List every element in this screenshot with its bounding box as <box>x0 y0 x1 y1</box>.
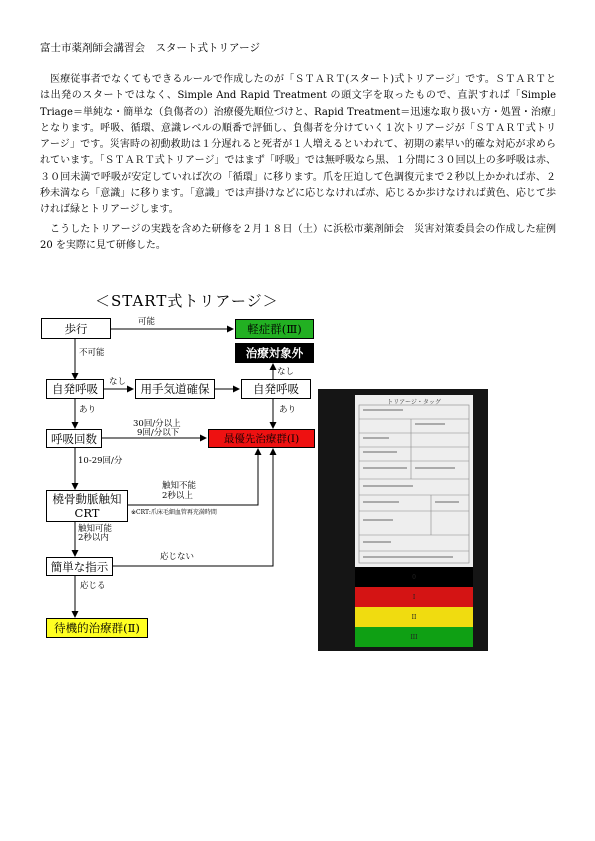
triage-tag-card <box>355 395 473 567</box>
box-walking-label: 歩行 <box>64 321 88 336</box>
box-spontaneous-breathing-2 <box>241 379 311 399</box>
label-pulse-present: 触知可能 <box>78 524 113 534</box>
box-not-treatment-target-label: 治療対象外 <box>245 346 304 360</box>
paragraph-training: こうしたトリアージの実践を含めた研修を２月１８日（土）に浜松市薬剤師会 災害対策委員会の作成した症例 20 を実際に見て研修した。 <box>40 224 556 252</box>
label-yes-breathing-2: あり <box>279 405 297 415</box>
paragraph-start-triage: 医療従事者でなくてもできるルールで作成したのが「ＳＴＡＲＴ(スタート)式トリアージ」です。ＳＴＡＲＴとは出発のスタートではなく、Simple And Rapid Treatment の頭文字を取ったもので、直訳すれば「Simple Triage＝単純な・簡単な（負傷者の）治療優先順位づけと、Rapid Treatment＝迅速な取り扱い方・処置・治療」となります。呼吸、循環、意識レベルの順番で評価し、負傷者を分けていく１次トリアージが「ＳＴＡＲＴ式トリアージ」です。災害時の初動救助は１分遅れると死者が１人増えるといわれて、初期の素早い的確な対応が求められています。「ＳＴＡＲＴ式トリアージ」ではまず「呼吸」では無呼吸なら黒、１分間に３０回以上の多呼吸は赤、３０回未満で呼吸が安定していれば次の「循環」に移ります。爪を圧迫して色調復元まで２秒以上かかれば赤、２秒未満なら「意識」に移ります。「意識」では声掛けなどに応じなければ赤、応じるか歩けなければ黄色、応じて歩ければ緑とトリアージします。 <box>40 74 556 216</box>
box-simple-command-label: 簡単な指示 <box>50 559 109 574</box>
box-simple-command <box>46 557 113 576</box>
label-none-breathing-2: なし <box>277 367 295 377</box>
document-header: 富士市薬剤師会講習会 スタート式トリアージ <box>40 42 260 54</box>
tag-strip-black: 0 <box>355 567 473 587</box>
tag-strip-yellow: II <box>355 607 473 627</box>
box-delayed-group <box>46 618 148 638</box>
box-spontaneous-breathing-2-label: 自発呼吸 <box>253 382 299 396</box>
label-responds: 応じる <box>80 581 106 591</box>
box-radial-pulse-label: 橈骨動脈触知 <box>52 492 122 506</box>
triage-tag-photo <box>318 389 488 651</box>
label-possible: 可能 <box>138 317 156 327</box>
box-minor-group-label: 軽症群(Ⅲ) <box>247 322 302 336</box>
box-respiratory-rate <box>46 429 102 448</box>
box-radial-pulse <box>46 490 128 522</box>
label-no-pulse: 触知不能 <box>162 481 197 491</box>
label-none-breathing: なし <box>109 377 127 387</box>
label-impossible: 不可能 <box>79 348 105 358</box>
label-no-response: 応じない <box>160 552 195 562</box>
box-not-treatment-target <box>235 343 314 363</box>
triage-tag-form-lines <box>355 395 473 567</box>
box-airway-maneuver <box>135 379 215 399</box>
tag-strip-red: I <box>355 587 473 607</box>
box-respiratory-rate-label: 呼吸回数 <box>51 431 97 446</box>
flowchart-title: ＜START式トリアージ＞ <box>95 292 279 310</box>
box-spontaneous-breathing-label: 自発呼吸 <box>52 382 98 396</box>
box-minor-group <box>235 319 314 339</box>
arrow-radial-to-priority <box>128 449 258 505</box>
label-rate-range: 10-29回/分 <box>78 456 123 466</box>
box-priority-group <box>208 429 315 448</box>
label-yes-breathing: あり <box>79 405 97 415</box>
label-rate-under-9: 9回/分以下 <box>137 428 180 438</box>
box-walking <box>41 318 111 339</box>
tag-strip-green: III <box>355 627 473 647</box>
label-rate-over-30: 30回/分以上 <box>133 419 181 429</box>
label-crt-note: ※CRT:爪床毛細血管再充満時間 <box>131 509 217 516</box>
box-crt-label: CRT <box>74 506 100 520</box>
label-crt-within-2s: 2秒以内 <box>78 533 109 543</box>
label-crt-over-2s: 2秒以上 <box>162 491 193 501</box>
box-airway-maneuver-label: 用手気道確保 <box>140 382 210 396</box>
box-delayed-group-label: 待機的治療群(Ⅱ) <box>54 621 140 635</box>
triage-tag-title: トリアージ・タッグ <box>387 399 441 406</box>
box-spontaneous-breathing <box>46 379 104 399</box>
box-priority-group-label: 最優先治療群(Ⅰ) <box>223 433 300 445</box>
